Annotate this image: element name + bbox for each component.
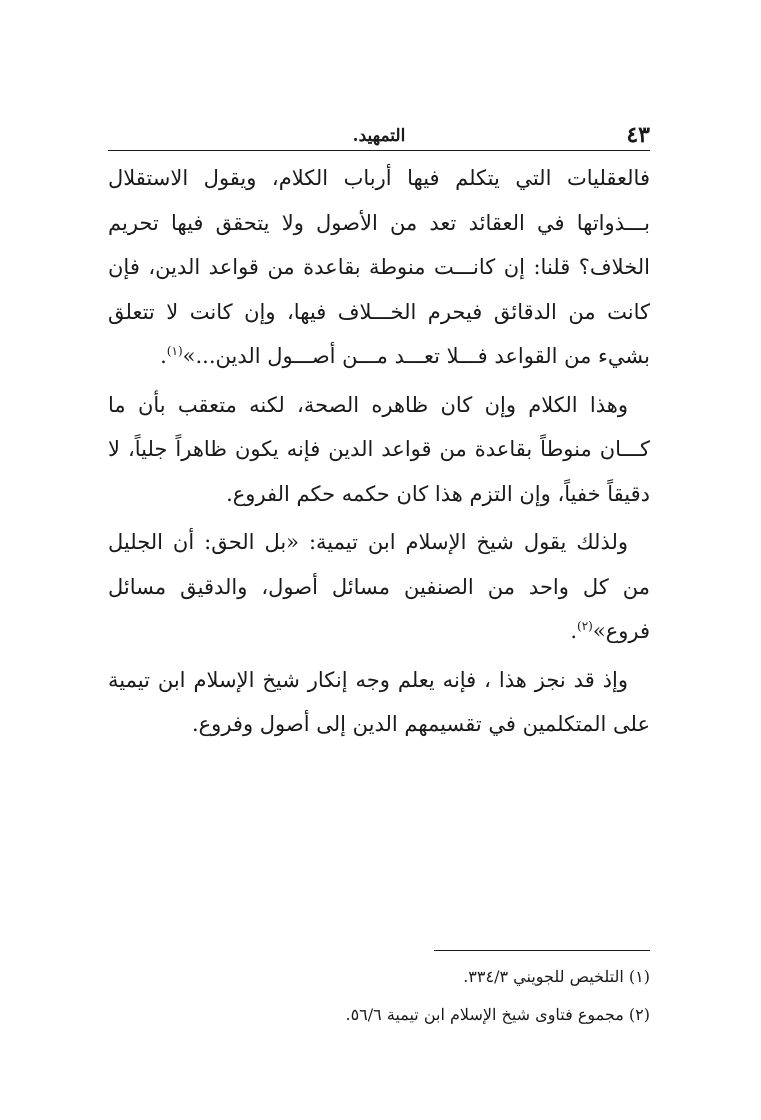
paragraph-1 [108,156,650,379]
footnote-divider [434,950,650,951]
footnote-1: (١) التلخيص للجويني ٣٣٤/٣. [463,967,650,986]
footnotes [108,958,650,1034]
page-number: ٤٣ [626,122,650,148]
paragraph-text: فالعقليات التي يتكلم فيها أرباب الكلام، ويقول الاستقلال بـــذواتها في العقائد تعد من الأصول ولا يتحقق فيها تحريم الخلاف؟ قلنا: إن كانـــت منوطة بقاعدة من قواعد الدين، فإن كانت من الدقائق فيحرم الخـــلاف فيها، وإن كانت لا تتعلق بشيء من القواعد فـــلا تعـــد مـــن أصـــول الدين...» [108,166,650,368]
footnote-2: (٢) مجموع فتاوى شيخ الإسلام ابن تيمية ٥٦/٦. [345,1005,650,1024]
paragraph-text: وهذا الكلام وإن كان ظاهره الصحة، لكنه متعقب بأن ما كـــان منوطاً بقاعدة من قواعد الدين فإنه يكون ظاهراً جلياً، لا دقيقاً خفياً، وإن التزم هذا كان حكمه حكم الفروع. [108,392,650,506]
paragraph-ending: . [570,619,578,643]
running-title: التمهيد. [352,126,406,146]
paragraph-3 [108,520,650,654]
paragraph-text: وإذ قد نجز هذا ، فإنه يعلم وجه إنكار شيخ الإسلام ابن تيمية على المتكلمين في تقسيمهم الدين إلى أصول وفروع. [108,667,650,736]
page-header [108,122,650,151]
body-text [108,156,650,747]
paragraph-2 [108,383,650,517]
footnote-reference: (١) [166,344,183,358]
paragraph-4 [108,658,650,747]
footnote-reference: (٢) [577,619,593,633]
paragraph-ending: . [160,344,167,368]
paragraph-text: ولذلك يقول شيخ الإسلام ابن تيمية: «بل الحق: أن الجليل من كل واحد من الصنفين مسائل أصول، والدقيق مسائل فروع» [108,530,650,643]
